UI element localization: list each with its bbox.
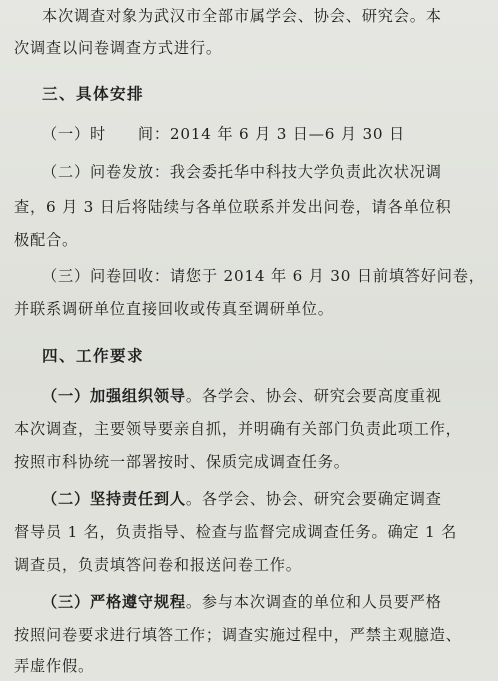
section-4-item-1-lead-rest: 。各学会、协会、研究会要高度重视 [185, 387, 442, 405]
section-4-item-1-line-3: 按照市科协统一部署按时、保质完成调查任务。 [14, 453, 350, 471]
section-4-item-3-line-2: 按照问卷要求进行填答工作；调查实施过程中，严禁主观臆造、 [14, 626, 462, 644]
section-3-item-3-line-2: 并联系调研单位直接回收或传真至调研单位。 [14, 300, 334, 318]
section-4-heading: 四、工作要求 [42, 347, 144, 365]
section-4-item-3-line-1 [42, 592, 490, 612]
section-4-item-1-line-1 [42, 386, 490, 406]
section-4-item-2-keyword: （二）坚持责任到人 [42, 490, 186, 508]
section-4-item-3-line-3: 弄虚作假。 [14, 657, 94, 675]
section-3-item-2-line-3: 极配合。 [14, 231, 78, 249]
section-3-item-1: （一）时 间：2014 年 6 月 3 日—6 月 30 日 [42, 125, 406, 143]
section-3-item-3-line-1: （三）问卷回收：请您于 2014 年 6 月 30 日前填答好问卷， [42, 267, 485, 285]
section-4-item-3-lead-rest: 。参与本次调查的单位和人员要严格 [185, 593, 442, 611]
section-4-item-2-line-2: 督导员 1 名，负责指导、检查与监督完成调查任务。确定 1 名 [14, 523, 458, 541]
section-4-item-1-keyword: （一）加强组织领导 [42, 387, 186, 405]
section-3-heading: 三、具体安排 [42, 85, 144, 103]
section-4-item-3-keyword: （三）严格遵守规程 [42, 593, 186, 611]
intro-line-2: 次调查以问卷调查方式进行。 [14, 39, 222, 57]
section-3-item-2-line-2: 查，6 月 3 日后将陆续与各单位联系并发出问卷，请各单位积 [14, 198, 452, 216]
section-4-item-1-line-2: 本次调查，主要领导要亲自抓，并明确有关部门负责此项工作， [14, 420, 462, 438]
intro-line-1: 本次调查对象为武汉市全部市属学会、协会、研究会。本 [42, 7, 442, 25]
section-4-item-2-line-3: 调查员，负责填答问卷和报送问卷工作。 [14, 556, 302, 574]
section-4-item-2-line-1 [42, 489, 490, 509]
section-4-item-2-lead-rest: 。各学会、协会、研究会要确定调查 [185, 490, 442, 508]
section-3-item-2-line-1: （二）问卷发放：我会委托华中科技大学负责此次状况调 [42, 163, 442, 181]
